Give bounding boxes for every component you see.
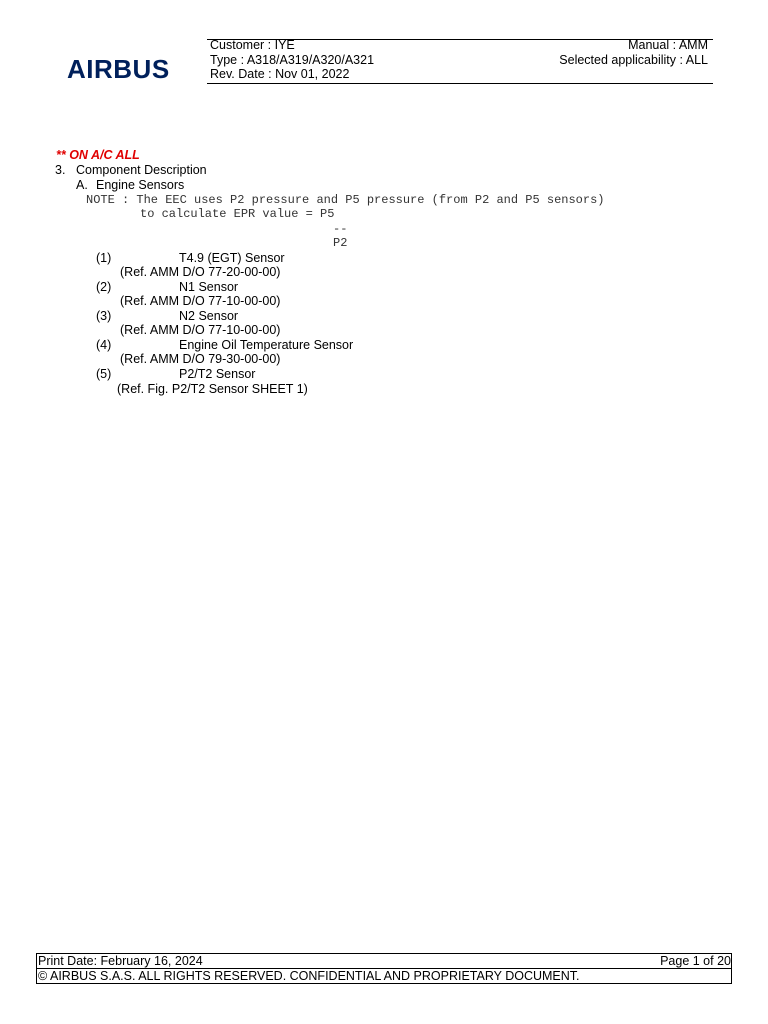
effectivity-label: ** ON A/C ALL — [56, 148, 140, 162]
header-applicability: Selected applicability : ALL — [559, 53, 708, 67]
footer-print-date: Print Date: February 16, 2024 — [38, 954, 203, 968]
header-manual: Manual : AMM — [628, 38, 708, 52]
section-title: Component Description — [76, 163, 207, 177]
item-reference: (Ref. AMM D/O 77-10-00-00) — [120, 294, 281, 308]
section-number: 3. — [55, 163, 66, 177]
item-number: (5) — [96, 367, 112, 381]
subsection-title: Engine Sensors — [96, 178, 185, 192]
item-title: P2/T2 Sensor — [179, 367, 256, 381]
item-number: (2) — [96, 280, 112, 294]
item-title: Engine Oil Temperature Sensor — [179, 338, 354, 352]
note-line-1: NOTE : The EEC uses P2 pressure and P5 pressure (from P2 and P5 sensors) — [86, 193, 605, 207]
header-rev-date: Rev. Date : Nov 01, 2022 — [210, 67, 350, 81]
note-line-2: to calculate EPR value = P5 — [140, 207, 335, 221]
note-fraction-bar: -- — [333, 222, 348, 236]
item-title: N2 Sensor — [179, 309, 239, 323]
footer-copyright: © AIRBUS S.A.S. ALL RIGHTS RESERVED. CONFIDENTIAL AND PROPRIETARY DOCUMENT. — [38, 969, 580, 983]
airbus-logo: AIRBUS — [67, 54, 170, 84]
item-reference: (Ref. AMM D/O 77-20-00-00) — [120, 265, 281, 279]
header-customer: Customer : IYE — [210, 38, 295, 52]
item-number: (3) — [96, 309, 112, 323]
footer-page-number: Page 1 of 20 — [660, 954, 731, 968]
header-type: Type : A318/A319/A320/A321 — [210, 53, 375, 67]
item-reference: (Ref. AMM D/O 79-30-00-00) — [120, 352, 281, 366]
item-number: (1) — [96, 251, 112, 265]
item-reference: (Ref. AMM D/O 77-10-00-00) — [120, 323, 281, 337]
note-denominator: P2 — [333, 236, 348, 250]
item-title: N1 Sensor — [179, 280, 239, 294]
header-bottom-rule — [207, 83, 713, 84]
subsection-letter: A. — [76, 178, 88, 192]
item-number: (4) — [96, 338, 112, 352]
item-reference: (Ref. Fig. P2/T2 Sensor SHEET 1) — [117, 382, 308, 396]
item-title: T4.9 (EGT) Sensor — [179, 251, 285, 265]
